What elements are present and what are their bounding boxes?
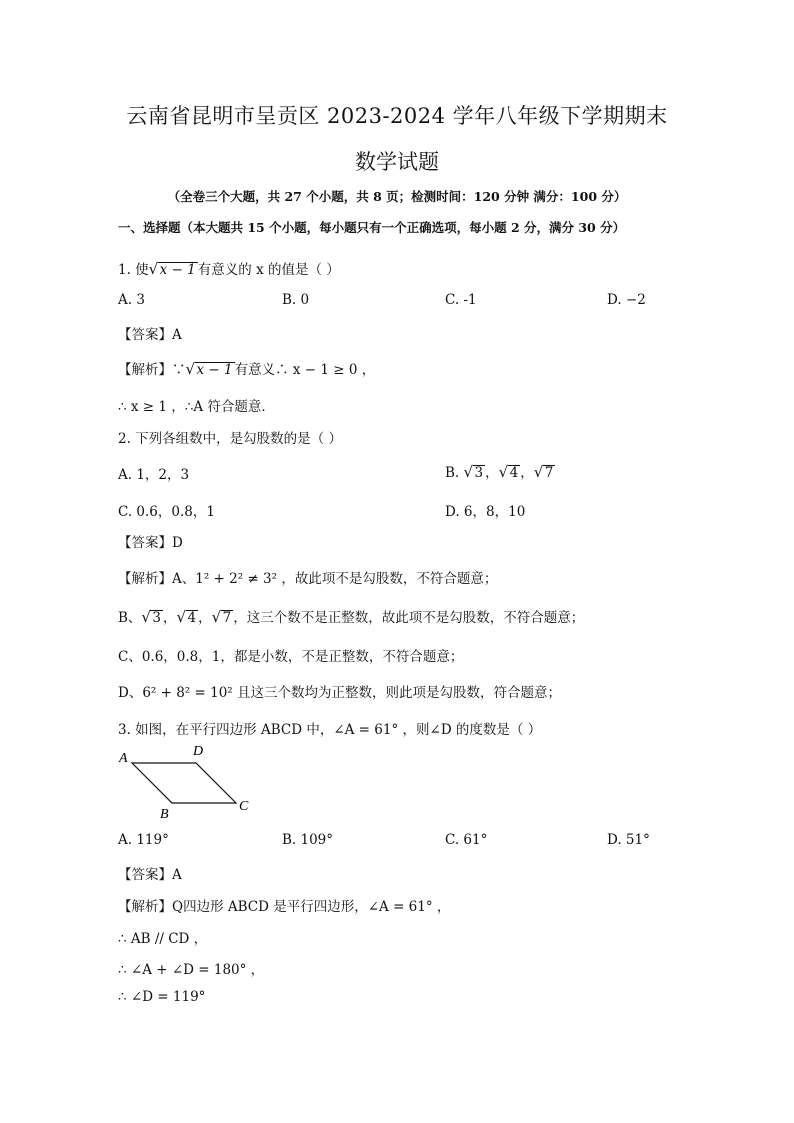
question-2-answer: 【答案】D [118,535,183,551]
question-3-answer: 【答案】A [118,867,182,883]
question-3-option-a: A. 119° [118,832,169,848]
document-title: 云南省昆明市呈贡区 2023-2024 学年八年级下学期期末 [126,104,668,128]
parallelogram-figure [118,740,268,822]
question-2-option-b: B. √ 3 ，√ 4 ，√ 7 [445,461,555,481]
question-2-option-a: A. 1，2，3 [118,467,190,483]
question-1-answer: 【答案】A [118,327,182,343]
parallelogram-abcd [132,763,236,803]
vertex-label-b: B [160,807,169,822]
question-3-option-b: B. 109° [282,832,334,848]
section-heading: 一、选择题（本大题共 15 个小题，每小题只有一个正确选项，每小题 2 分，满分 30 分） [118,220,626,235]
question-2-analysis-d: D、6² + 8² = 10² 且这三个数均为正整数，则此项是勾股数，符合题意； [118,685,561,701]
question-2-analysis-a: 【解析】A、1² + 2² ≠ 3² ，故此项不是勾股数，不符合题意； [118,571,498,587]
vertex-label-d: D [193,744,204,759]
question-3-option-c: C. 61° [445,832,488,848]
question-1-option-d: D. −2 [607,292,646,308]
question-3-analysis-3: ∴ ∠A + ∠D = 180° ， [118,962,265,978]
question-3-option-d: D. 51° [607,832,650,848]
question-2-option-d: D. 6，8，10 [445,504,526,520]
question-1-analysis: 【解析】∵√ x − 1 有意义∴ x − 1 ≥ 0 ， [118,358,375,378]
question-1-option-c: C. -1 [445,292,477,308]
question-1-stem: 1. 使√ x − 1 有意义的 x 的值是（ ） [118,258,340,278]
question-2-option-c: C. 0.6，0.8，1 [118,504,215,520]
question-3-stem: 3. 如图，在平行四边形 ABCD 中，∠A = 61° ，则∠D 的度数是（ ） [118,722,542,738]
question-2-stem: 2. 下列各组数中，是勾股数的是（ ） [118,431,342,447]
question-1-analysis-2: ∴ x ≥ 1 ，∴A 符合题意． [118,399,275,415]
vertex-label-a: A [119,751,128,766]
vertex-label-c: C [239,799,249,814]
question-3-analysis-2: ∴ AB // CD ， [118,931,208,947]
question-2-analysis-b: B、√ 3 ，√ 4 ，√ 7 ，这三个数不是正整数，故此项不是勾股数，不符合题意； [118,606,584,626]
question-1-option-a: A. 3 [118,292,145,308]
question-1-option-b: B. 0 [282,292,310,308]
question-3-analysis-1: 【解析】Q四边形 ABCD 是平行四边形，∠A = 61° ， [118,899,451,915]
document-subtitle: 数学试题 [355,150,439,174]
question-3-analysis-4: ∴ ∠D = 119° [118,989,206,1005]
question-2-analysis-c: C、0.6，0.8，1，都是小数，不是正整数，不符合题意； [118,649,464,665]
exam-info: （全卷三个大题，共 27 个小题，共 8 页；检测时间：120 分钟 满分：100 分） [167,189,627,204]
sqrt-expression: √ x − 1 [149,262,198,278]
